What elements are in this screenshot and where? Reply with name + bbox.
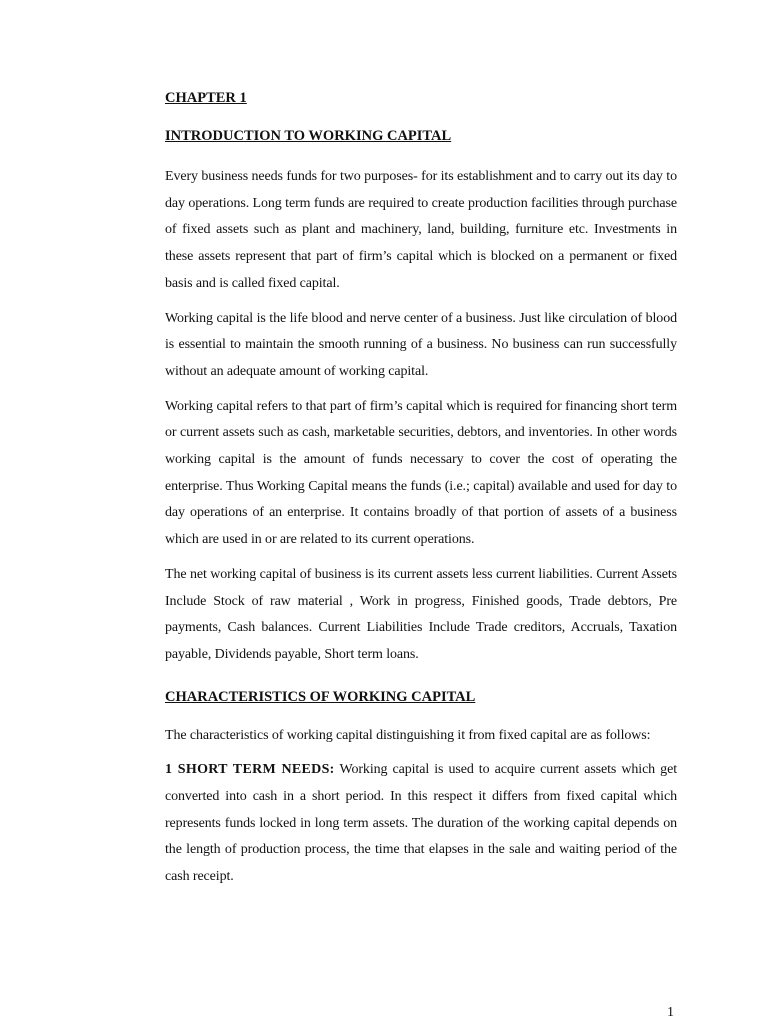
paragraph-3: Working capital refers to that part of firm’s capital which is required for financing short term or current assets such as cash, marketable securities, debtors, and inventories. In other words working capital is the amount of funds necessary to cover the cost of operating the enterprise. Thus Working Capital means the funds (i.e.; capital) available and used for day to day operations of an enterprise. It contains broadly of that portion of assets of a business which are used in or are related to its current operations. [165,398,677,548]
characteristic-item-1 [165,757,677,891]
section-title: INTRODUCTION TO WORKING CAPITAL [165,128,452,144]
characteristic-item-1-label: 1 SHORT TERM NEEDS: [165,762,335,778]
characteristic-item-1-text: Working capital is used to acquire current assets which get converted into cash in a short period. In this respect it differs from fixed capital which represents funds locked in long term assets. The duration of the working capital depends on the length of production process, the time that elapses in the sale and waiting period of the cash receipt. [165,762,677,885]
page-body [165,88,677,899]
characteristics-intro: The characteristics of working capital distinguishing it from fixed capital are as follows: [165,727,651,743]
page-number: 1 [667,1005,674,1020]
paragraph-2: Working capital is the life blood and nerve center of a business. Just like circulation of blood is essential to maintain the smooth running of a business. No business can run successfully without an adequate amount of working capital. [165,310,677,379]
paragraph-4: The net working capital of business is its current assets less current liabilities. Current Assets Include Stock of raw material , Work in progress, Finished goods, Trade debtors, Pre payments, Cash balances. Current Liabilities Include Trade creditors, Accruals, Taxation payable, Dividends payable, Short term loans. [165,566,677,662]
paragraph-1: Every business needs funds for two purposes- for its establishment and to carry out its day to day operations. Long term funds are required to create production facilities through purchase of fixed assets such as plant and machinery, land, building, furniture etc. Investments in these assets represent that part of firm’s capital which is blocked on a permanent or fixed basis and is called fixed capital. [165,169,677,291]
chapter-label: CHAPTER 1 [165,90,247,106]
characteristics-title: CHARACTERISTICS OF WORKING CAPITAL [165,688,476,705]
